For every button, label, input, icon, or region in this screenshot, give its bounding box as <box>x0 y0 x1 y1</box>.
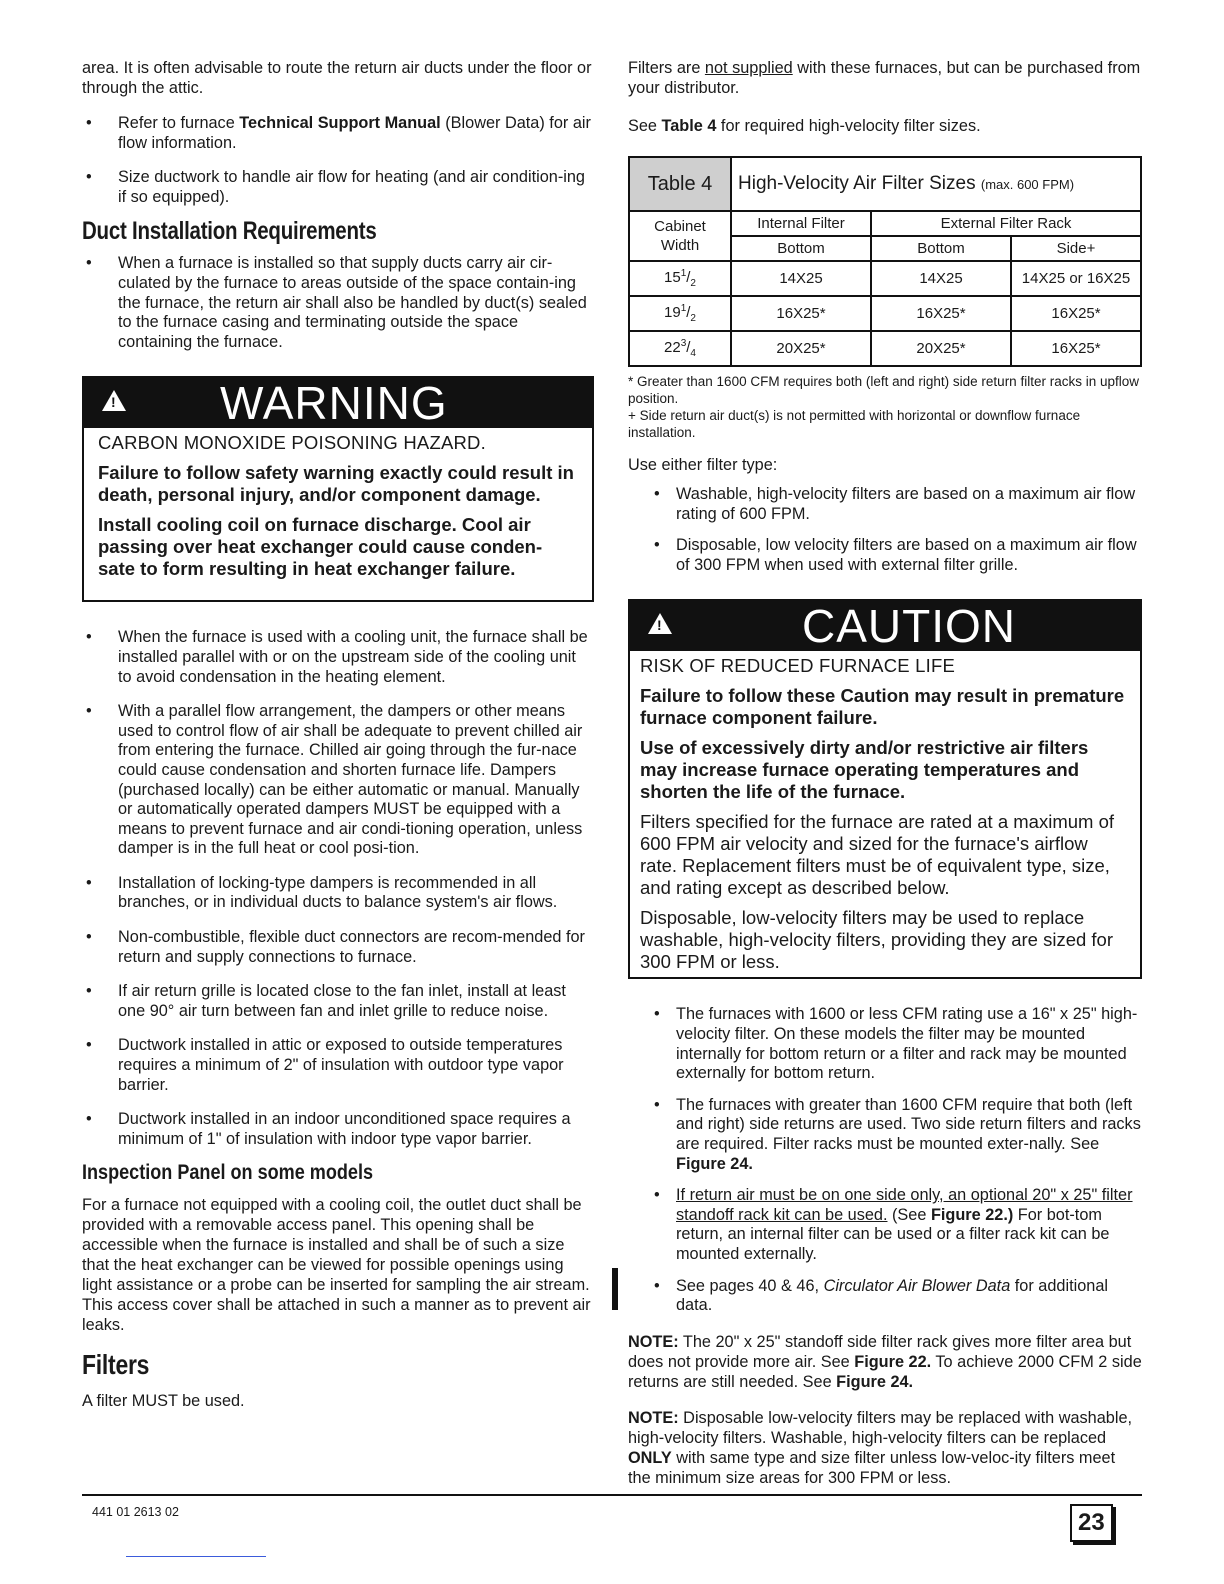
warning-hazard: CARBON MONOXIDE POISONING HAZARD. <box>98 432 486 454</box>
intro-paragraph: area. It is often advisable to route the return air ducts under the floor or through the attic. <box>82 59 592 97</box>
list-item: • See pages 40 & 46, Circulator Air Blower Data for additional data. <box>654 1276 1109 1315</box>
caution-box <box>628 599 1142 979</box>
list-item: • Ductwork installed in attic or exposed to outside temperatures requires a minimum of 2" of insulation with outdoor type vapor barrier. <box>86 1036 564 1094</box>
table-header: External Filter Rack <box>871 211 1141 236</box>
note-paragraph: NOTE: The 20" x 25" standoff side filter rack gives more filter area but does not provide more air. See Figure 22. To achieve 2000 CFM 2 side returns are still needed. See Figure 24. <box>628 1332 1142 1391</box>
warning-text: Failure to follow safety warning exactly could result in death, personal injury, and/or component damage. <box>98 462 574 506</box>
document-number: 441 01 2613 02 <box>92 1505 179 1519</box>
right-column <box>628 58 1142 1488</box>
warning-text: Install cooling coil on furnace discharge. Cool air passing over heat exchanger could cause conden-sate to form resulting in heat exchanger failure. <box>98 514 543 580</box>
list-item: • If air return grille is located close to the fan inlet, install at least one 90° air turn between fan and inlet grille to reduce noise. <box>86 982 566 1020</box>
inspection-paragraph: For a furnace not equipped with a cooling coil, the outlet duct shall be provided with a removable access panel. This opening shall be accessible when the furnace is installed and shall be of such a size that the heat exchanger can be viewed for possible openings using light assistance or a probe can be inserted for sampling the air stream. This access cover shall be attached in such a manner as to prevent air leaks. <box>82 1196 591 1335</box>
list-item: • Size ductwork to handle air flow for heating (and air condition-ing if so equipped). <box>86 168 585 206</box>
warning-header <box>84 378 592 428</box>
list-item: • The furnaces with greater than 1600 CFM require that both (left and right) side returns are used. Two side return filters and racks are required. Filter racks must be mounted exter-nally. See Figure 24. <box>654 1095 1141 1173</box>
list-item: • Refer to furnace Technical Support Manual (Blower Data) for air flow information. <box>86 114 591 152</box>
list-item: • With a parallel flow arrangement, the dampers or other means used to control flow of air shall be adequate to prevent chilled air from entering the furnace. Chilled air going through the fur-nace could cause condensation and shorten furnace life. Dampers (purchased locally) can be either automatic or manual. Manually or automatically operated dampers MUST be equipped with a means to prevent furnace and air condi-tioning operation, unless damper is in the full heat or cool posi-tion. <box>86 702 583 858</box>
table-header: Cabinet Width <box>629 211 731 261</box>
caution-header <box>630 601 1140 651</box>
change-bar <box>612 1268 618 1310</box>
table-row: $22^3/_4$ 20X25* 20X25* 16X25* <box>629 331 1141 366</box>
list-item: • If return air must be on one side only, an optional 20" x 25" filter standoff rack kit can be used. (See Figure 22.) For bot-tom return, an internal filter can be used or a filter rack kit can be mounted externally. <box>654 1186 1133 1263</box>
caution-icon: ! <box>648 613 672 634</box>
list-item: • Installation of locking-type dampers is recommended in all branches, or in individual ducts to balance system's air flows. <box>86 873 558 912</box>
warning-box <box>82 376 594 602</box>
filter-size-table <box>628 156 1142 367</box>
filters-supply-paragraph: Filters are not supplied with these furnaces, but can be purchased from your distributor. <box>628 59 1141 97</box>
table-label: Table 4 <box>629 157 731 211</box>
caution-text: Disposable, low-velocity filters may be used to replace washable, high-velocity filters, providing they are sized for 300 FPM or less. <box>640 907 1114 973</box>
warning-icon: ! <box>102 390 126 411</box>
list-item: • Non-combustible, flexible duct connectors are recom-mended for return and supply connections to furnace. <box>86 928 585 966</box>
list-item: • Disposable, low velocity filters are based on a maximum air flow of 300 FPM when used with external filter grille. <box>654 536 1137 574</box>
table-title: High-Velocity Air Filter Sizes (max. 600 FPM) <box>731 157 1141 211</box>
duct-heading: Duct Installation Requirements <box>82 217 377 246</box>
divider <box>126 1556 266 1557</box>
table-row: $15^1/_2$ 14X25 14X25 14X25 or 16X25 <box>629 261 1141 296</box>
caution-text: Filters specified for the furnace are rated at a maximum of 600 FPM air velocity and sized for the furnace's airflow rate. Replacement filters must be of equivalent type, size, and rating except as described below. <box>640 811 1115 899</box>
filters-heading: Filters <box>82 1349 150 1381</box>
table-header: Bottom <box>731 236 871 261</box>
list-item: • The furnaces with 1600 or less CFM rating use a 16" x 25" high-velocity filter. On these models the filter may be mounted internally for bottom return or a filter and rack may be mounted externally for bottom return. <box>654 1005 1138 1083</box>
page-number: 23 <box>1070 1504 1113 1542</box>
left-column <box>82 58 594 1411</box>
caution-text: Use of excessively dirty and/or restrictive air filters may increase furnace operating temperatures and shorten the life of the furnace. <box>640 737 1089 803</box>
list-item: • Washable, high-velocity filters are based on a maximum air flow rating of 600 FPM. <box>654 485 1136 523</box>
inspection-heading: Inspection Panel on some models <box>82 1161 374 1185</box>
caution-hazard: RISK OF REDUCED FURNACE LIFE <box>640 655 955 677</box>
list-item: • Ductwork installed in an indoor unconditioned space requires a minimum of 1" of insulation with indoor type vapor barrier. <box>86 1110 571 1148</box>
table-row: $19^1/_2$ 16X25* 16X25* 16X25* <box>629 296 1141 331</box>
table-header: Bottom <box>871 236 1011 261</box>
table-ref-paragraph: See Table 4 for required high-velocity filter sizes. <box>628 117 981 135</box>
table-header: Internal Filter <box>731 211 871 236</box>
use-either-paragraph: Use either filter type: <box>628 456 778 474</box>
table-header: Side+ <box>1011 236 1141 261</box>
caution-title: CAUTION <box>802 600 1016 653</box>
table-footnote: + Side return air duct(s) is not permitted with horizontal or downflow furnace installation. <box>628 408 1081 440</box>
caution-text: Failure to follow these Caution may result in premature furnace component failure. <box>640 685 1125 729</box>
list-item: • When the furnace is used with a cooling unit, the furnace shall be installed parallel with or on the upstream side of the cooling unit to avoid condensation in the heating element. <box>86 628 588 686</box>
table-footnote: * Greater than 1600 CFM requires both (left and right) side return filter racks in upflow position. <box>628 374 1139 406</box>
filters-paragraph: A filter MUST be used. <box>82 1392 245 1411</box>
note-paragraph: NOTE: Disposable low-velocity filters may be replaced with washable, high-velocity filters. Washable, high-velocity filters can be replaced ONLY with same type and size filter unless low-veloc-ity filters meet the minimum size areas for 300 FPM or less. <box>628 1408 1133 1487</box>
list-item: • When a furnace is installed so that supply ducts carry air cir-culated by the furnace to areas outside of the space contain-ing the furnace, the return air shall also be handled by duct(s) sealed to the furnace casing and terminating outside the space containing the furnace. <box>86 254 587 351</box>
footer-divider <box>82 1494 1142 1496</box>
warning-title: WARNING <box>220 377 448 430</box>
